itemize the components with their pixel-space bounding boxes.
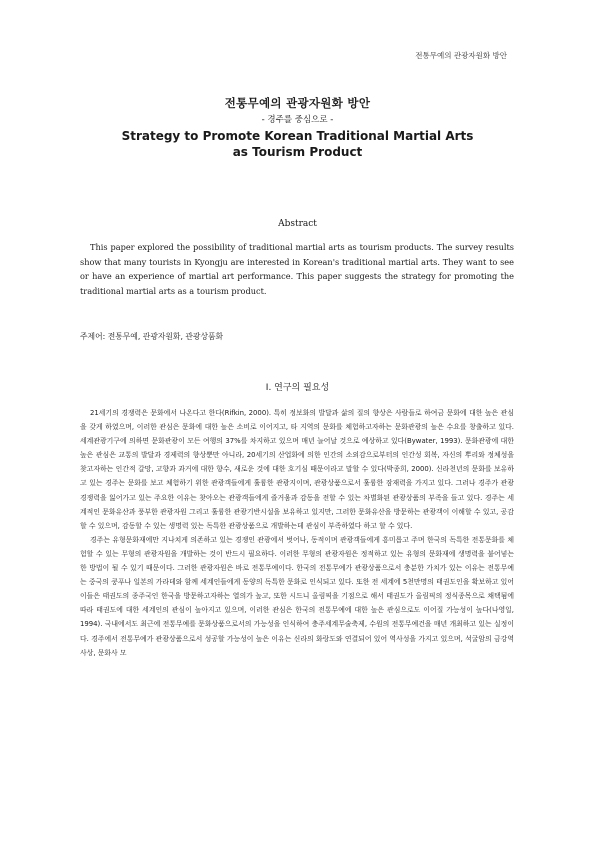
section-heading: Ⅰ. 연구의 필요성: [265, 383, 330, 393]
abstract-text: This paper explored the possibility of traditional martial arts as tourism products. The survey results show that many tourists in Kyongju are interested in Korean's traditional martial arts. They want to see or have an experience of martial art performance. This paper suggests the strategy for promoting the traditional martial arts as a tourism product.: [80, 242, 514, 296]
section-body: [80, 406, 514, 660]
keywords: 주제어: 전통무예, 관광자원화, 관광상품화: [80, 332, 224, 341]
paper-title-english-line2: as Tourism Product: [232, 145, 363, 159]
abstract-heading: Abstract: [278, 219, 317, 229]
title-block: [0, 95, 595, 160]
paper-title-english-line1: Strategy to Promote Korean Traditional Martial Arts: [121, 129, 474, 143]
running-head: 전통무예의 관광자원화 방안: [415, 51, 507, 60]
body-paragraph: 21세기의 경쟁력은 문화에서 나온다고 한다(Rifkin, 2000). 특히 정보화의 발달과 삶의 질의 향상은 사람들로 하여금 문화에 대한 높은 관심을 갖게 하였으며, 이러한 관심은 문화에 대한 높은 소비로 이어지고, 타 지역의 문화를 체험하고자하는 문화관광의 높은 수요를 창출하고 있다. 세계관광기구에 의하면 문화관광이 모든 여행의 37%를 차지하고 있으며 매년 늘어날 것으로 예상하고 있다(Bywater, 1993). 문화관광에 대한 높은 관심은 교통의 발달과 경제력의 향상뿐만 아니라, 20세기의 산업화에 의한 인간의 소외감으로부터의 인간성 회복, 자신의 뿌리와 정체성을 찾고자하는 인간적 갈망, 고향과 과거에 대한 향수, 새로운 것에 대한 호기심 때문이라고 말할 수 있다(박종희, 2000). 신라천년의 문화를 보유하고 있는 경주는 문화를 보고 체험하기 위한 관광객들에게 훌륭한 관광지이며, 관광상품으로서 훌륭한 잠재력을 가지고 있다. 그러나 경주가 관광경쟁력을 잃어가고 있는 주요한 이유는 찾아오는 관광객들에게 즐거움과 감동을 전할 수 있는 차별화된 관광상품의 부족을 들고 있다. 경주는 세계적인 문화유산과 풍부한 관광자원 그리고 훌륭한 관광기반시설을 보유하고 있지만, 그러한 문화유산을 방문하는 관광객이 이해할 수 있고, 공감할 수 있으며, 감동할 수 있는 생명력 있는 독특한 관광상품으로 개발하는데 관심이 부족하였다 하고 할 수 있다.: [80, 409, 514, 530]
paper-title-korean: 전통무예의 관광자원화 방안: [224, 96, 371, 110]
paper-subtitle: - 경주를 중심으로 -: [261, 115, 334, 125]
body-paragraph: 경주는 유형문화재에만 지나치게 의존하고 있는 경쟁인 관광에서 벗어나, 동적이며 관광객들에게 흥미롭고 주며 한국의 독특한 전통문화를 체험할 수 있는 무형의 관광자원을 개발하는 것이 반드시 필요하다. 이러한 무형의 관광자원은 정적하고 있는 유형의 문화재에 생명력을 불어넣는 한 방법이 될 수 있기 때문이다. 그러한 관광자원은 바로 전통무예이다. 한국의 전통무예가 관광상품으로서 충분한 가치가 있는 이유는 전통무예는 중국의 쿵푸나 일본의 가라데와 함께 세계인들에게 동양의 독특한 문화로 인식되고 있다. 또한 전 세계에 5천만명의 태권도인을 확보하고 있어 이들은 태권도의 종주국인 한국을 방문하고자하는 열의가 높고, 또한 시드니 올림픽을 기점으로 해서 태권도가 올림픽의 정식종목으로 채택됨에 따라 태권도에 대한 세계인의 관심이 높아지고 있으며, 이러한 관심은 한국의 전통무예에 대한 높은 관심으로도 이어질 가능성이 높다(나영일, 1994). 국내에서도 최근에 전통무예를 문화상품으로서의 가능성을 인식하여 충주세계무술축제, 수원의 전통무예건을 매년 개최하고 있는 실정이다. 경주에서 전통무예가 관광상품으로서 성공할 가능성이 높은 이유는 신라의 화랑도와 연결되어 있어 역사성을 가지고 있으며, 석굴암의 금강역사상, 문화사 모: [80, 535, 514, 657]
